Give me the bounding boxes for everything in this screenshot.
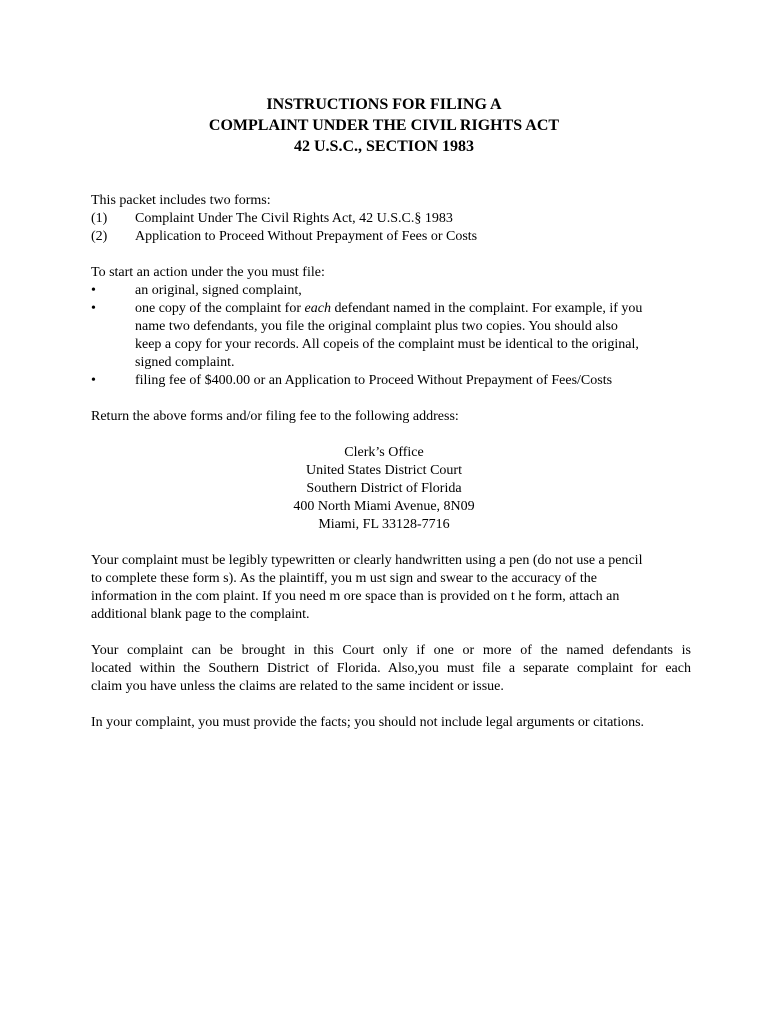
paragraph-line: to complete these form s). As the plaintiff, you m ust sign and swear to the accuracy of the xyxy=(91,571,597,586)
form-title: Application to Proceed Without Prepayment of Fees or Costs xyxy=(135,229,478,244)
packet-forms-section xyxy=(91,192,691,246)
requirement-item-1 xyxy=(91,282,691,300)
requirement-item-3 xyxy=(91,372,691,390)
requirements-intro: To start an action under the you must file: xyxy=(91,265,325,280)
bullet: • xyxy=(91,283,96,298)
paragraph-line: located within the Southern District of Florida. Also,you must file a separate complaint for each xyxy=(91,661,691,676)
requirement-text: name two defendants, you file the original complaint plus two copies. You should also xyxy=(135,319,618,334)
legibility-paragraph xyxy=(91,552,691,624)
paragraph-line: Your complaint must be legibly typewritten or clearly handwritten using a pen (do not use a pencil xyxy=(91,553,643,568)
document-title xyxy=(0,94,768,157)
return-text: Return the above forms and/or filing fee to the following address: xyxy=(91,409,459,424)
facts-paragraph xyxy=(91,714,691,732)
packet-intro: This packet includes two forms: xyxy=(91,193,271,208)
bullet: • xyxy=(91,373,96,388)
requirement-text: one copy of the complaint for xyxy=(135,301,305,316)
requirement-item-2 xyxy=(91,300,691,372)
requirement-text: signed complaint. xyxy=(135,355,235,370)
address-line-5: Miami, FL 33128-7716 xyxy=(318,517,450,532)
title-line-3: 42 U.S.C., SECTION 1983 xyxy=(293,138,475,155)
title-line-2: COMPLAINT UNDER THE CIVIL RIGHTS ACT xyxy=(208,117,560,134)
paragraph-line: In your complaint, you must provide the facts; you should not include legal arguments or citations. xyxy=(91,715,645,730)
form-title: Complaint Under The Civil Rights Act, 42 U.S.C.§ 1983 xyxy=(135,211,453,226)
emphasis-text: each xyxy=(304,301,331,316)
filing-requirements-section xyxy=(91,264,691,390)
venue-paragraph xyxy=(91,642,691,696)
requirement-text: an original, signed complaint, xyxy=(135,283,302,298)
form-item-1 xyxy=(91,210,691,228)
requirement-text: filing fee of $400.00 or an Application to Proceed Without Prepayment of Fees/Costs xyxy=(135,373,613,388)
paragraph-line: claim you have unless the claims are related to the same incident or issue. xyxy=(91,679,504,694)
paragraph-line: Your complaint can be brought in this Court only if one or more of the named defendants is xyxy=(91,643,691,658)
requirement-text: keep a copy for your records. All copeis of the complaint must be identical to the original, xyxy=(135,337,639,352)
bullet: • xyxy=(91,301,96,316)
title-line-1: INSTRUCTIONS FOR FILING A xyxy=(266,96,502,113)
form-number: (2) xyxy=(91,229,108,244)
address-line-4: 400 North Miami Avenue, 8N09 xyxy=(293,499,475,514)
paragraph-line: information in the com plaint. If you need m ore space than is provided on t he form, attach an xyxy=(91,589,620,604)
requirement-text: defendant named in the complaint. For example, if you xyxy=(330,301,643,316)
return-instructions xyxy=(91,408,691,426)
paragraph-line: additional blank page to the complaint. xyxy=(91,607,310,622)
address-line-2: United States District Court xyxy=(306,463,462,478)
form-item-2 xyxy=(91,228,691,246)
mailing-address xyxy=(0,444,768,534)
address-line-3: Southern District of Florida xyxy=(306,481,462,496)
form-number: (1) xyxy=(91,211,108,226)
address-line-1: Clerk’s Office xyxy=(344,445,424,460)
